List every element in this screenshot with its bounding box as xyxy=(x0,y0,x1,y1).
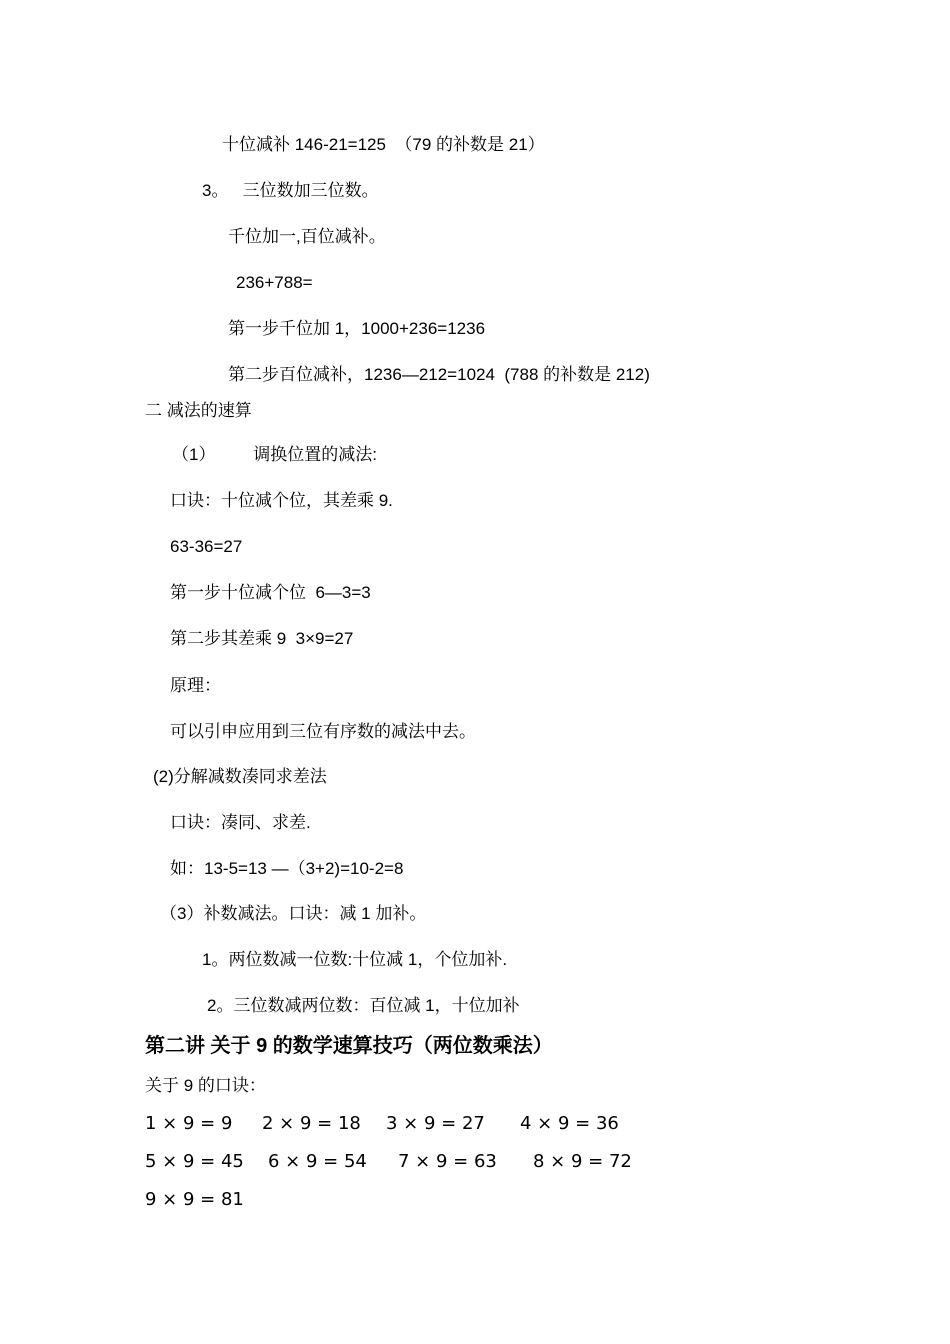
section-heading: 二 减法的速算 xyxy=(145,401,252,420)
section-item-3: 3。 三位数加三位数。 xyxy=(202,181,379,200)
multiplication-item: 3 × 9 = 27 xyxy=(386,1113,485,1134)
list-item: 1。两位数减一位数:十位减 1，个位加补. xyxy=(202,950,508,969)
lecture-intro: 关于 9 的口诀： xyxy=(145,1076,266,1095)
multiplication-item: 6 × 9 = 54 xyxy=(268,1151,367,1172)
multiplication-item: 9 × 9 = 81 xyxy=(145,1189,244,1210)
subsection-heading: （3）补数减法。口诀：减 1 加补。 xyxy=(160,904,427,923)
multiplication-item: 5 × 9 = 45 xyxy=(145,1151,244,1172)
example-expression: 63-36=27 xyxy=(170,537,243,556)
list-item: 2。三位数减两位数：百位减 1，十位加补 xyxy=(207,996,520,1015)
example-expression: 236+788= xyxy=(236,273,313,292)
multiplication-item: 1 × 9 = 9 xyxy=(145,1113,233,1134)
multiplication-item: 4 × 9 = 36 xyxy=(520,1113,619,1134)
multiplication-item: 7 × 9 = 63 xyxy=(398,1151,497,1172)
step-one: 第一步千位加 1，1000+236=1236 xyxy=(228,319,486,338)
principle-label: 原理： xyxy=(170,676,221,695)
text-line: 十位减补 146-21=125 （79 的补数是 21） xyxy=(222,135,545,154)
step-two: 第二步其差乘 9 3×9=27 xyxy=(170,629,354,648)
multiplication-item: 8 × 9 = 72 xyxy=(533,1151,632,1172)
step-one: 第一步十位减个位 6—3=3 xyxy=(170,583,371,602)
lecture-title: 第二讲 关于 9 的数学速算技巧（两位数乘法） xyxy=(145,1035,553,1057)
multiplication-item: 2 × 9 = 18 xyxy=(262,1113,361,1134)
mnemonic: 口诀：十位减个位，其差乘 9. xyxy=(170,491,393,510)
mnemonic: 口诀：凑同、求差. xyxy=(170,813,311,832)
example-expression: 如：13-5=13 —（3+2)=10-2=8 xyxy=(170,859,404,878)
subsection-heading: （1） 调换位置的减法: xyxy=(172,445,377,464)
subsection-heading: (2)分解减数凑同求差法 xyxy=(153,767,327,786)
text-line: 千位加一,百位减补。 xyxy=(228,227,386,246)
step-two: 第二步百位减补，1236—212=1024 (788 的补数是 212) xyxy=(228,365,650,384)
text-line: 可以引申应用到三位有序数的减法中去。 xyxy=(170,722,476,741)
